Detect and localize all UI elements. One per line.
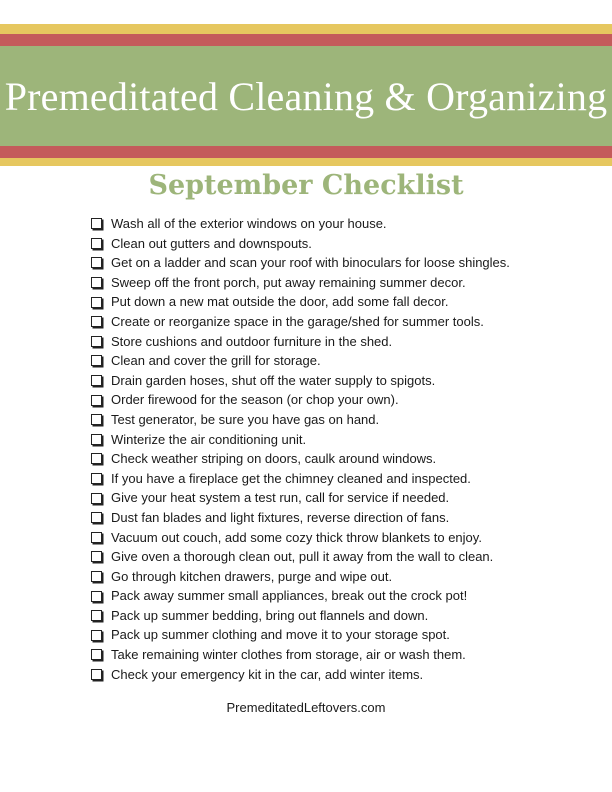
checklist-item-label: Pack away summer small appliances, break out the crock pot!: [111, 588, 468, 604]
checklist-item: [91, 292, 510, 312]
checkbox-icon[interactable]: [91, 591, 102, 602]
checkbox-icon[interactable]: [91, 257, 102, 268]
checklist-item: [91, 488, 510, 508]
checkbox-icon[interactable]: [91, 493, 102, 504]
checkbox-icon[interactable]: [91, 473, 102, 484]
checklist-item-label: Put down a new mat outside the door, add some fall decor.: [111, 294, 449, 310]
checklist-item: [91, 508, 510, 528]
checkbox-icon[interactable]: [91, 218, 102, 229]
checklist-item-label: Order firewood for the season (or chop your own).: [111, 392, 399, 408]
checklist-item: [91, 312, 510, 332]
checklist-item-label: If you have a fireplace get the chimney cleaned and inspected.: [111, 470, 471, 486]
checkbox-icon[interactable]: [91, 571, 102, 582]
checklist-item: [91, 528, 510, 548]
checkbox-icon[interactable]: [91, 297, 102, 308]
checklist-item: [91, 665, 510, 685]
checkbox-icon[interactable]: [91, 238, 102, 249]
checklist-item-label: Clean and cover the grill for storage.: [111, 353, 321, 369]
checklist-item-label: Wash all of the exterior windows on your house.: [111, 216, 387, 231]
checklist-item-label: Go through kitchen drawers, purge and wipe out.: [111, 568, 393, 584]
checklist-item-label: Pack up summer bedding, bring out flannels and down.: [111, 607, 429, 623]
checklist-item: [91, 371, 510, 391]
checklist-item: [91, 390, 510, 410]
checkbox-icon[interactable]: [91, 453, 102, 464]
checklist-item: [91, 410, 510, 430]
checklist-item: [91, 547, 510, 567]
checklist-item: [91, 625, 510, 645]
checklist-item-label: Dust fan blades and light fixtures, reverse direction of fans.: [111, 509, 450, 525]
checkbox-icon[interactable]: [91, 316, 102, 327]
checkbox-icon[interactable]: [91, 649, 102, 660]
checklist-item: [91, 449, 510, 469]
bottom-yellow-stripe: [0, 158, 612, 166]
banner-title: Premeditated Cleaning & Organizing: [4, 73, 608, 119]
checkbox-icon[interactable]: [91, 551, 102, 562]
checklist-item: [91, 645, 510, 665]
checkbox-icon[interactable]: [91, 532, 102, 543]
checkbox-icon[interactable]: [91, 277, 102, 288]
checkbox-icon[interactable]: [91, 669, 102, 680]
checklist-item-label: Test generator, be sure you have gas on hand.: [111, 411, 380, 427]
checklist-item-label: Pack up summer clothing and move it to your storage spot.: [111, 627, 450, 643]
footer-website: PremeditatedLeftovers.com: [226, 700, 386, 715]
checklist: [91, 214, 510, 684]
top-red-stripe: [0, 34, 612, 46]
checklist-item: [91, 273, 510, 293]
top-yellow-stripe: [0, 24, 612, 34]
checklist-item-label: Create or reorganize space in the garage/shed for summer tools.: [111, 313, 484, 329]
checklist-item-label: Vacuum out couch, add some cozy thick throw blankets to enjoy.: [111, 529, 482, 545]
checklist-item: [91, 586, 510, 606]
checklist-item-label: Give oven a thorough clean out, pull it away from the wall to clean.: [111, 549, 494, 565]
checklist-item-label: Clean out gutters and downspouts.: [111, 235, 312, 251]
checklist-item: [91, 332, 510, 352]
checklist-item: [91, 469, 510, 489]
checklist-item-label: Drain garden hoses, shut off the water supply to spigots.: [111, 372, 436, 388]
checkbox-icon[interactable]: [91, 630, 102, 641]
checklist-item: [91, 351, 510, 371]
checklist-item: [91, 430, 510, 450]
checklist-item-label: Take remaining winter clothes from storage, air or wash them.: [111, 647, 466, 663]
checklist-item: [91, 214, 510, 234]
checklist-item-label: Winterize the air conditioning unit.: [111, 431, 307, 447]
checkbox-icon[interactable]: [91, 336, 102, 347]
checkbox-icon[interactable]: [91, 355, 102, 366]
checklist-item: [91, 606, 510, 626]
checklist-item-label: Get on a ladder and scan your roof with binoculars for loose shingles.: [111, 255, 510, 271]
checklist-item-label: Sweep off the front porch, put away remaining summer decor.: [111, 274, 466, 290]
checkbox-icon[interactable]: [91, 414, 102, 425]
checkbox-icon[interactable]: [91, 610, 102, 621]
checklist-item-label: Store cushions and outdoor furniture in the shed.: [111, 333, 393, 349]
checklist-item: [91, 567, 510, 587]
checklist-item: [91, 253, 510, 273]
checkbox-icon[interactable]: [91, 434, 102, 445]
checklist-item-label: Give your heat system a test run, call for service if needed.: [111, 490, 450, 506]
checklist-item-label: Check your emergency kit in the car, add winter items.: [111, 666, 424, 682]
checkbox-icon[interactable]: [91, 375, 102, 386]
page-title: September Checklist: [148, 170, 464, 201]
bottom-red-stripe: [0, 146, 612, 158]
checkbox-icon[interactable]: [91, 512, 102, 523]
checklist-item: [91, 234, 510, 254]
checkbox-icon[interactable]: [91, 395, 102, 406]
checklist-item-label: Check weather striping on doors, caulk around windows.: [111, 451, 437, 467]
